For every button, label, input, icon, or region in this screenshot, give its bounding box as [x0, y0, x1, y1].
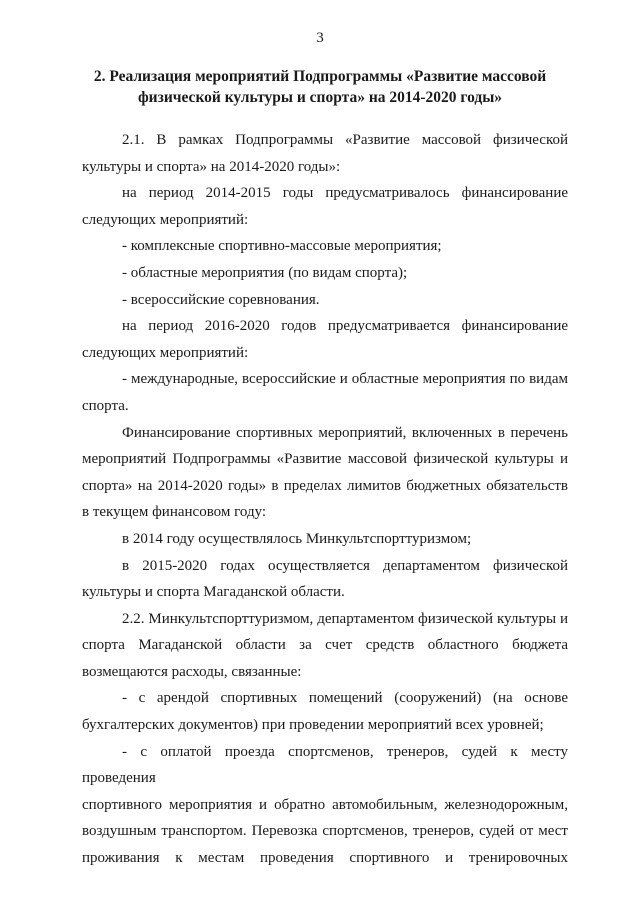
- text-line: 2.1. В рамках Подпрограммы «Развитие массовой физической: [122, 132, 568, 148]
- text-line: - с арендой спортивных помещений (сооружений) (на основе: [122, 690, 568, 707]
- text-line: спорта.: [82, 397, 129, 414]
- page-number: 3: [316, 30, 324, 46]
- text-line: Финансирование спортивных мероприятий, включенных в перечень: [122, 424, 568, 441]
- text-line: - с оплатой проезда спортсменов, тренеров, судей к месту проведения: [82, 743, 568, 787]
- list-item: - областные мероприятия (по видам спорта);: [122, 264, 408, 281]
- text-line: на период 2016-2020 годов предусматривается финансирование: [122, 318, 568, 335]
- text-line: возмещаются расходы, связанные:: [82, 663, 302, 680]
- text-line: культуры и спорта» на 2014-2020 годы»:: [82, 158, 341, 175]
- text-line: мероприятий Подпрограммы «Развитие массовой физической культуры и: [82, 451, 568, 468]
- paragraph-2015-2020: [82, 553, 568, 606]
- text-line: в 2015-2020 годах осуществляется департаментом физической: [122, 557, 568, 574]
- list-item: [82, 685, 568, 738]
- list-item: [82, 366, 568, 419]
- text-line: следующих мероприятий:: [82, 344, 249, 361]
- text-line: спорта» на 2014-2020 годы» в пределах лимитов бюджетных обязательств: [82, 477, 568, 494]
- text-line: воздушным транспортом. Перевозка спортсменов, тренеров, судей от мест: [82, 823, 568, 840]
- text-line: спортивного мероприятия и обратно автомобильным, железнодорожным,: [82, 796, 568, 813]
- text-line: проживания к местам проведения спортивного и тренировочных: [82, 850, 568, 867]
- list-item: - комплексные спортивно-массовые мероприятия;: [122, 238, 442, 255]
- paragraph-period-2014: [82, 180, 568, 233]
- text-line: следующих мероприятий:: [82, 211, 249, 228]
- section-heading: [90, 66, 550, 108]
- text-line: - международные, всероссийские и областные мероприятия по видам: [122, 371, 568, 388]
- list-item: - всероссийские соревнования.: [122, 291, 320, 308]
- text-line: 2.2. Минкультспорттуризмом, департаментом физической культуры и: [122, 610, 568, 627]
- text-line: спорта Магаданской области за счет средств областного бюджета: [82, 637, 568, 654]
- document-body: [82, 127, 568, 872]
- section-heading-line-1: 2. Реализация мероприятий Подпрограммы «Развитие массовой: [93, 68, 547, 85]
- section-heading-line-2: физической культуры и спорта» на 2014-2020 годы»: [137, 89, 503, 106]
- paragraph-2-1: [82, 127, 568, 180]
- list-item: [82, 739, 568, 872]
- paragraph-financing: [82, 420, 568, 526]
- text-line: культуры и спорта Магаданской области.: [82, 584, 345, 601]
- paragraph-2014: в 2014 году осуществлялось Минкультспорттуризмом;: [122, 530, 472, 547]
- paragraph-period-2016: [82, 313, 568, 366]
- text-line: бухгалтерских документов) при проведении мероприятий всех уровней;: [82, 717, 544, 734]
- paragraph-2-2: [82, 606, 568, 686]
- text-line: в текущем финансовом году:: [82, 504, 267, 521]
- text-line: на период 2014-2015 годы предусматривалось финансирование: [122, 185, 568, 202]
